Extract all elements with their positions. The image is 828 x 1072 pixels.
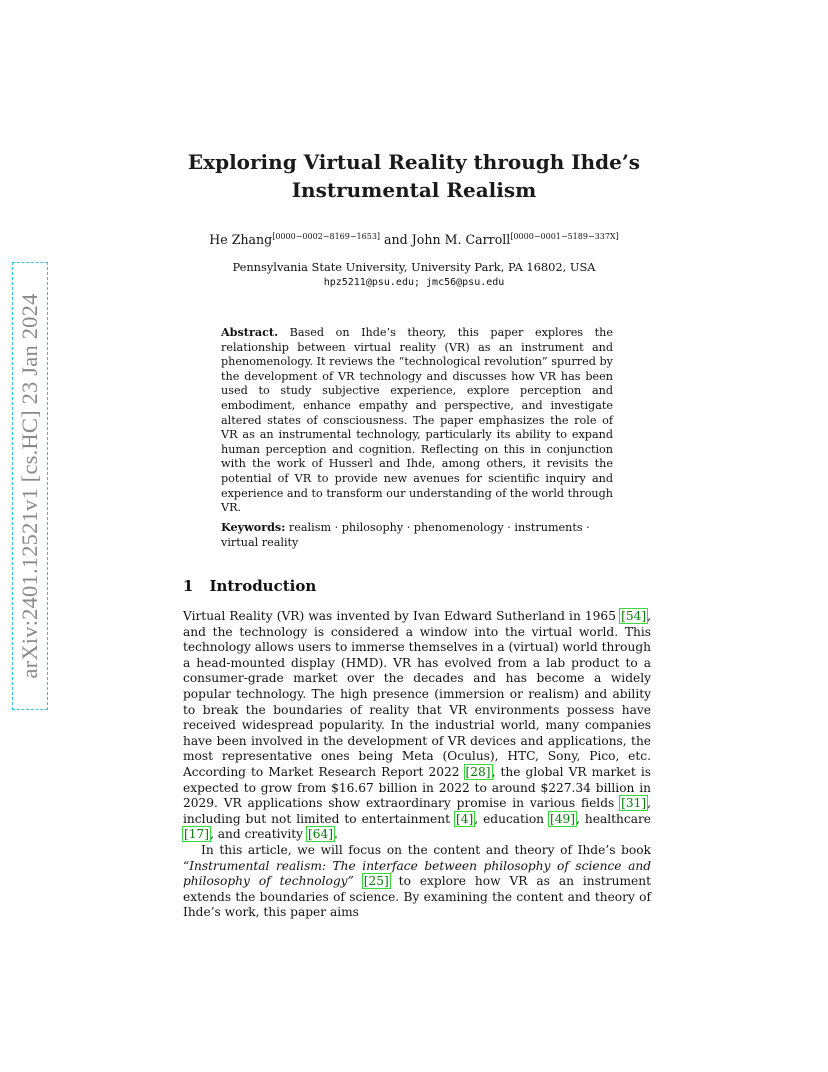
citation-link[interactable]: [4] (455, 811, 474, 826)
keywords-text: realism · philosophy · phenomenology · instruments · virtual reality (221, 521, 590, 549)
text-run (354, 874, 363, 888)
text-run: , the global VR market is expected to grow from $16.67 billion in 2022 to around $227.34 billion in 2029. VR applications show extraordinary promise in various fields (183, 764, 652, 811)
keywords-label: Keywords: (221, 520, 286, 534)
paper-title (0, 148, 828, 204)
title-line-1: Exploring Virtual Reality through Ihde’s (187, 150, 641, 174)
book-title: “Instrumental realism: The interface between philosophy of science and philosophy of technology” (183, 858, 651, 889)
citation-link[interactable]: [28] (465, 764, 491, 779)
author-emails[interactable]: hpz5211@psu.edu; jmc56@psu.edu (323, 277, 505, 288)
citation-link[interactable]: [17] (184, 827, 210, 842)
citation-link[interactable]: [31] (621, 796, 647, 811)
arxiv-stamp (12, 262, 48, 710)
text-run: . (333, 827, 338, 842)
author-2-orcid: [0000−0001−5189−337X] (510, 232, 619, 241)
section-number: 1 (183, 577, 194, 595)
text-run: In this article, we will focus on the content and theory of Ihde’s book (201, 842, 651, 857)
section-heading (183, 576, 316, 596)
citation-link[interactable]: [25] (363, 874, 389, 889)
citation-link[interactable]: [49] (550, 811, 576, 826)
citation-link[interactable]: [64] (307, 827, 333, 842)
paragraph-2 (183, 843, 651, 921)
abstract-text: Based on Ihde’s theory, this paper explores the relationship between virtual reality (VR) as an instrument and phenomenology. It reviews the “technological revolution” spurred by the development of VR technology and discusses how VR has been used to study subjective experience, explore perception and embodiment, enhance empathy and perspective, and investigate altered states of consciousness. The paper emphasizes the role of VR as an instrumental technology, particularly its ability to expand human perception and cognition. Reflecting on this in conjunction with the work of Husserl and Ihde, among others, it revisits the potential of VR to provide new avenues for scientific inquiry and experience and to transform our understanding of the world through VR. (221, 326, 613, 515)
author-2-name: John M. Carroll (411, 232, 511, 247)
text-run: , including but not limited to entertainment (183, 796, 651, 826)
author-1-orcid: [0000−0002−8169−1653] (272, 232, 381, 241)
affiliation: Pennsylvania State University, University Park, PA 16802, USA (232, 260, 596, 274)
author-conjunction: and (384, 232, 408, 247)
abstract-label: Abstract. (221, 325, 278, 339)
section-title: Introduction (209, 577, 317, 595)
citation-link[interactable]: [54] (621, 609, 647, 623)
text-run: , education (474, 811, 550, 826)
paragraph-1 (183, 609, 651, 843)
text-run: , and creativity (210, 827, 307, 842)
text-run: to explore how VR as an instrument extends the boundaries of science. By examining the content and theory of Ihde’s work, this paper aims (183, 874, 651, 920)
author-1-name: He Zhang (209, 232, 273, 247)
abstract (221, 325, 613, 516)
text-run: Virtual Reality (VR) was invented by Ivan Edward Sutherland in 1965 (183, 609, 621, 623)
text-run: , healthcare (576, 811, 651, 826)
introduction-body (183, 609, 651, 921)
affiliation-block (0, 259, 828, 291)
title-line-2: Instrumental Realism (291, 178, 537, 202)
text-run: , and the technology is considered a window into the virtual world. This technology allows users to immerse themselves in a (virtual) world through a head-mounted display (HMD). VR has evolved from a lab product to a consumer-grade market over the decades and has become a widely popular technology. The high presence (immersion or realism) and ability to break the boundaries of reality that VR environments possess have received widespread popularity. In the industrial world, many companies have been involved in the development of VR devices and applications, the most representative ones being Meta (Oculus), HTC, Sony, Pico, etc. According to Market Research Report 2022 (183, 609, 651, 779)
arxiv-identifier: arXiv:2401.12521v1 [cs.HC] 23 Jan 2024 (17, 293, 42, 679)
author-list (0, 228, 828, 249)
keywords (221, 520, 613, 550)
